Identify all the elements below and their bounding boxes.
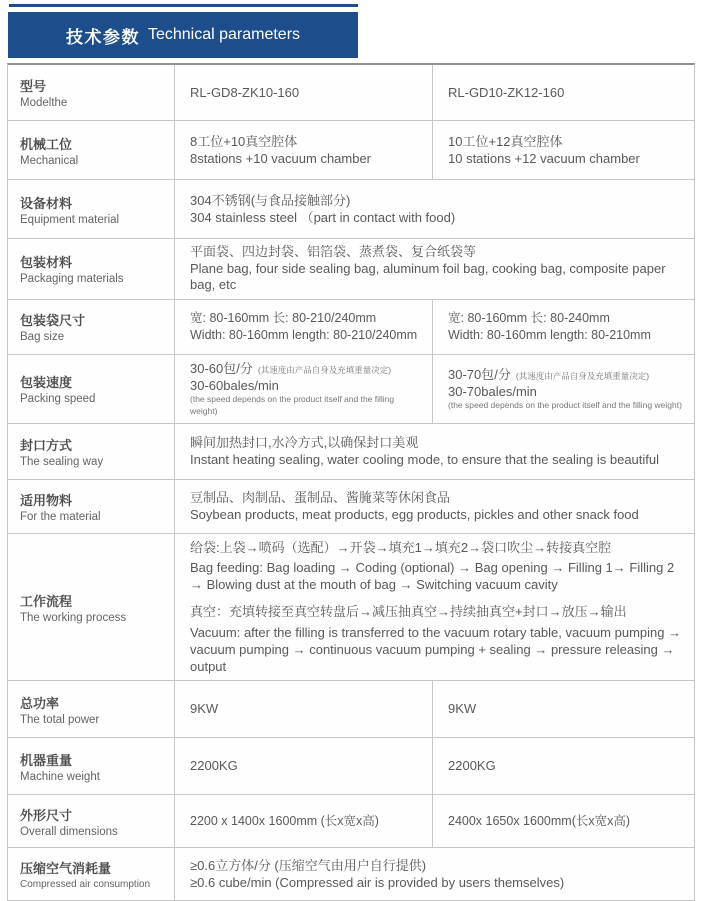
packing-speed-right-note-en: (the speed depends on the product itself and the filling weight) — [448, 400, 682, 411]
packing-speed-left-note-zh: (其速度由产品自身及充填重量决定) — [257, 364, 392, 375]
table-row-packaging-materials — [8, 238, 694, 299]
mechanical-right-zh: 10工位+12真空腔体 — [448, 133, 563, 149]
packing-speed-right-note-zh: (其速度由产品自身及充填重量决定) — [515, 370, 650, 381]
compressed-air-zh: ≥0.6立方体/分 (压缩空气由用户自行提供) — [190, 857, 427, 873]
row-content — [175, 65, 694, 120]
packing-speed-right-line1 — [448, 366, 684, 383]
process-bag-feeding-zh: 给袋:上袋→喷码（选配）→开袋→填充1→填充2→袋口吹尘→转接真空腔 — [190, 539, 612, 555]
for-material-zh: 豆制品、肉制品、蛋制品、酱腌菜等休闲食品 — [190, 490, 451, 506]
bag-size-right-en: Width: 80-160mm length: 80-210mm — [448, 327, 651, 342]
header-title-zh: 技术参数 — [65, 27, 140, 47]
cell-model-left — [175, 65, 432, 120]
table-row-equipment-material — [8, 179, 694, 238]
table-row-for-material — [8, 479, 694, 533]
cell-sealing-way — [175, 424, 694, 479]
cell-mechanical-left — [175, 121, 432, 179]
header-title-en: Technical parameters — [147, 26, 301, 43]
row-content — [175, 480, 694, 533]
row-label-zh: 封口方式 — [20, 437, 73, 453]
row-label-en: Machine weight — [20, 770, 100, 783]
cell-total-power-right — [432, 681, 694, 737]
packing-speed-left-line1 — [190, 360, 422, 377]
row-label-packing-speed — [8, 355, 175, 423]
row-label-for-material — [8, 480, 175, 533]
row-label-zh: 总功率 — [20, 695, 60, 711]
cell-packaging-materials — [175, 239, 694, 299]
sealing-way-en: Instant heating sealing, water cooling mode, to ensure that the sealing is beautiful — [190, 452, 660, 468]
bag-size-left-zh: 宽: 80-160mm 长: 80-210/240mm — [190, 311, 377, 326]
row-content — [175, 848, 694, 900]
row-content — [175, 738, 694, 794]
dimensions-left-value: 2200 x 1400x 1600mm (长x宽x高) — [190, 813, 379, 828]
table-row-packing-speed — [8, 354, 694, 423]
table-row-overall-dimensions — [8, 794, 694, 847]
cell-for-material — [175, 480, 694, 533]
row-label-working-process — [8, 534, 175, 680]
row-label-overall-dimensions — [8, 795, 175, 847]
row-label-en: For the material — [20, 510, 101, 523]
cell-packing-speed-right — [432, 355, 694, 423]
table-row-mechanical — [8, 120, 694, 179]
process-vacuum-zh: 真空：充填转接至真空转盘后→减压抽真空→持续抽真空+封口→放压→输出 — [190, 604, 627, 620]
row-label-sealing-way — [8, 424, 175, 479]
machine-weight-right-value: 2200KG — [448, 758, 496, 774]
packing-speed-right-main: 30-70包/分 — [448, 366, 511, 382]
cell-dimensions-left — [175, 795, 432, 847]
cell-working-process — [175, 534, 694, 680]
row-content — [175, 681, 694, 737]
cell-packing-speed-left — [175, 355, 432, 423]
packing-speed-left-note-en: (the speed depends on the product itself and the filling weight) — [190, 394, 395, 417]
row-label-equipment-material — [8, 180, 175, 238]
row-label-packaging-materials — [8, 239, 175, 299]
row-label-zh: 机械工位 — [20, 136, 73, 152]
row-label-en: The total power — [20, 713, 100, 726]
mechanical-left-en: 8stations +10 vacuum chamber — [190, 151, 372, 166]
row-content — [175, 300, 694, 354]
section-header — [8, 12, 358, 58]
bag-size-left-en: Width: 80-160mm length: 80-210/240mm — [190, 327, 418, 342]
technical-parameters-table — [7, 63, 695, 901]
table-row-bag-size — [8, 299, 694, 354]
row-label-zh: 包装材料 — [20, 255, 73, 271]
compressed-air-en: ≥0.6 cube/min (Compressed air is provided by users themselves) — [190, 875, 565, 891]
row-content — [175, 424, 694, 479]
row-label-en: The sealing way — [20, 455, 104, 468]
equipment-material-zh: 304不锈钢(与食品接触部分) — [190, 192, 351, 208]
model-left-value: RL-GD8-ZK10-160 — [190, 84, 300, 100]
row-label-zh: 机器重量 — [20, 752, 73, 768]
top-accent-line — [9, 4, 358, 7]
row-label-compressed-air — [8, 848, 175, 900]
row-label-zh: 包装速度 — [20, 375, 73, 391]
row-content — [175, 534, 694, 680]
cell-dimensions-right — [432, 795, 694, 847]
row-content — [175, 239, 694, 299]
row-label-zh: 压缩空气消耗量 — [20, 861, 112, 877]
row-label-zh: 设备材料 — [20, 195, 73, 211]
cell-total-power-left — [175, 681, 432, 737]
table-row-working-process — [8, 533, 694, 680]
row-label-en: Bag size — [20, 331, 65, 344]
cell-model-right — [432, 65, 694, 120]
row-content — [175, 180, 694, 238]
row-label-zh: 工作流程 — [20, 593, 73, 609]
total-power-left-value: 9KW — [190, 701, 219, 717]
row-label-bag-size — [8, 300, 175, 354]
mechanical-right-en: 10 stations +12 vacuum chamber — [448, 151, 640, 166]
total-power-right-value: 9KW — [448, 701, 477, 717]
bag-size-right-zh: 宽: 80-160mm 长: 80-240mm — [448, 311, 610, 326]
packing-speed-left-en: 30-60bales/min — [190, 378, 279, 394]
packaging-materials-en: Plane bag, four side sealing bag, aluminum foil bag, cooking bag, composite paper bag, etc — [190, 260, 666, 293]
sealing-way-zh: 瞬间加热封口,水冷方式,以确保封口美观 — [190, 435, 419, 451]
cell-machine-weight-left — [175, 738, 432, 794]
table-row-total-power — [8, 680, 694, 737]
row-content — [175, 121, 694, 179]
machine-weight-left-value: 2200KG — [190, 758, 238, 774]
process-bag-feeding-en: Bag feeding: Bag loading → Coding (optional) → Bag opening → Filling 1→ Filling 2 → Blowing dust at the mouth of bag → Switching vacuum cavity — [190, 560, 675, 593]
packing-speed-right-en: 30-70bales/min — [448, 383, 537, 399]
model-right-value: RL-GD10-ZK12-160 — [448, 84, 565, 100]
cell-bag-size-right — [432, 300, 694, 354]
cell-machine-weight-right — [432, 738, 694, 794]
table-row-compressed-air — [8, 847, 694, 900]
cell-mechanical-right — [432, 121, 694, 179]
row-label-en: Packing speed — [20, 393, 96, 406]
row-label-en: Mechanical — [20, 154, 79, 167]
table-row-sealing-way — [8, 423, 694, 479]
process-vacuum-en: Vacuum: after the filling is transferred to the vacuum rotary table, vacuum pumping → vacuum pumping → continuous vacuum pumping + sealing → pressure releasing → output — [190, 624, 682, 674]
row-label-en: Equipment material — [20, 213, 120, 226]
row-content — [175, 795, 694, 847]
row-label-en: Packaging materials — [20, 273, 124, 286]
row-label-zh: 外形尺寸 — [20, 807, 73, 823]
for-material-en: Soybean products, meat products, egg products, pickles and other snack food — [190, 507, 639, 523]
row-label-zh: 型号 — [20, 79, 47, 94]
row-label-mechanical — [8, 121, 175, 179]
row-label-en: Modelthe — [20, 97, 68, 109]
row-label-machine-weight — [8, 738, 175, 794]
row-label-en: Compressed air consumption — [20, 879, 151, 891]
cell-equipment-material — [175, 180, 694, 238]
cell-compressed-air — [175, 848, 694, 900]
equipment-material-en: 304 stainless steel （part in contact with food) — [190, 210, 456, 225]
packaging-materials-zh: 平面袋、四边封袋、铝箔袋、蒸煮袋、复合纸袋等 — [190, 244, 477, 259]
packing-speed-left-main: 30-60包/分 — [190, 360, 253, 376]
dimensions-right-value: 2400x 1650x 1600mm(长x宽x高) — [448, 813, 631, 828]
row-label-model — [8, 65, 175, 120]
row-content — [175, 355, 694, 423]
row-label-total-power — [8, 681, 175, 737]
table-row-model — [8, 65, 694, 120]
cell-bag-size-left — [175, 300, 432, 354]
mechanical-left-zh: 8工位+10真空腔体 — [190, 133, 298, 149]
row-label-zh: 适用物料 — [20, 492, 73, 508]
row-label-en: Overall dimensions — [20, 825, 118, 838]
row-label-zh: 包装袋尺寸 — [20, 313, 86, 329]
table-row-machine-weight — [8, 737, 694, 794]
row-label-en: The working process — [20, 611, 127, 624]
